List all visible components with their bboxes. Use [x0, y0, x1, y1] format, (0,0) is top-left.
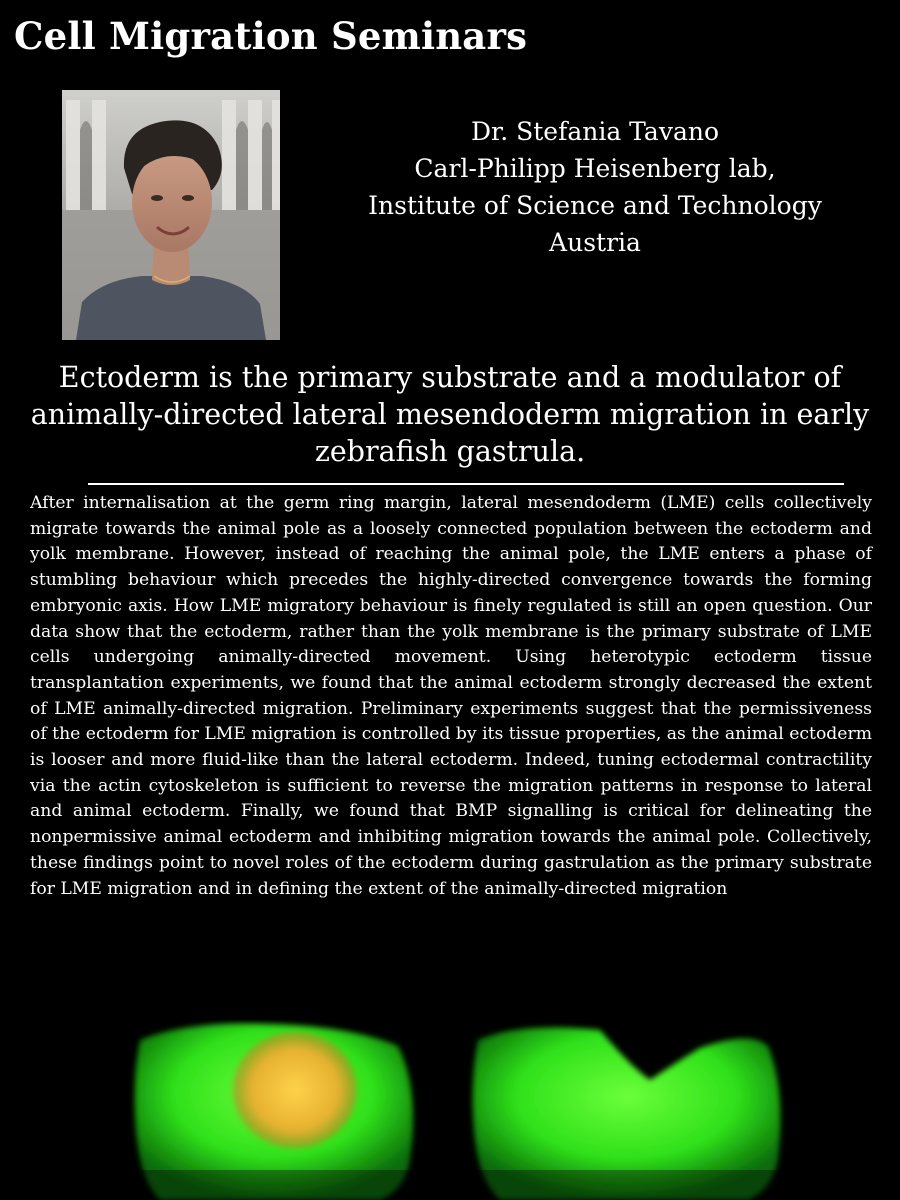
title-divider: [88, 483, 844, 485]
embryo-fluorescence-icon: [0, 1020, 900, 1200]
embryo-microscopy-image: [0, 1020, 900, 1200]
speaker-name: Dr. Stefania Tavano: [470, 117, 720, 146]
speaker-info: [300, 113, 890, 261]
talk-title: Ectoderm is the primary substrate and a modulator of animally-directed lateral mesendoderm migration in early zebrafish gastrula.: [30, 361, 870, 468]
speaker-institute: Institute of Science and Technology: [368, 191, 822, 220]
speaker-portrait-icon: [62, 90, 280, 340]
speaker-photo: [62, 90, 280, 340]
speaker-country: Austria: [549, 228, 641, 257]
speaker-lab: Carl-Philipp Heisenberg lab,: [414, 154, 776, 183]
series-title: Cell Migration Seminars: [14, 14, 528, 58]
abstract-text: After internalisation at the germ ring margin, lateral mesendoderm (LME) cells collectively migrate towards the animal pole as a loosely connected population between the ectoderm and yolk membrane. However, instead of reaching the animal pole, the LME enters a phase of stumbling behaviour which precedes the highly-directed convergence towards the forming embryonic axis. How LME migratory behaviour is finely regulated is still an open question. Our data show that the ectoderm, rather than the yolk membrane is the primary substrate of LME cells undergoing animally-directed movement. Using heterotypic ectoderm tissue transplantation experiments, we found that the animal ectoderm strongly decreased the extent of LME animally-directed migration. Preliminary experiments suggest that the permissiveness of the ectoderm for LME migration is controlled by its tissue properties, as the animal ectoderm is looser and more fluid-like than the lateral ectoderm. Indeed, tuning ectodermal contractility via the actin cytoskeleton is sufficient to reverse the migration patterns in response to lateral and animal ectoderm. Finally, we found that BMP signalling is critical for delineating the nonpermissive animal ectoderm and inhibiting migration towards the animal pole. Collectively, these findings point to novel roles of the ectoderm during gastrulation as the primary substrate for LME migration and in defining the extent of the animally-directed migration: [30, 493, 872, 899]
